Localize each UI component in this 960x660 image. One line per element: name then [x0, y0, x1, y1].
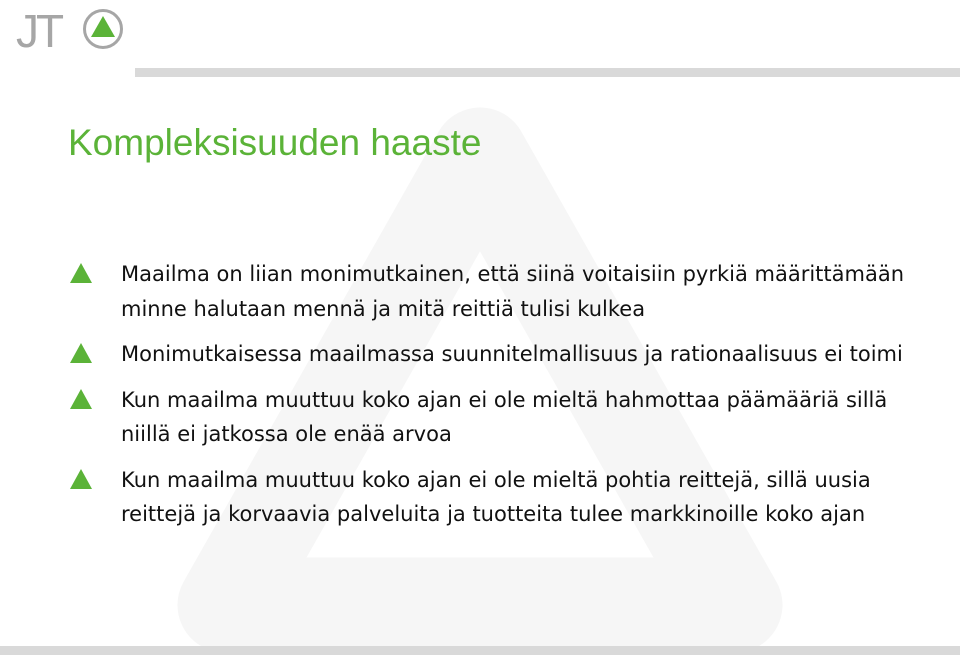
jto-logo — [16, 6, 126, 52]
triangle-bullet-icon — [69, 262, 93, 284]
bullet-text: Monimutkaisessa maailmassa suunnitelmallisuus ja rationaalisuus ei toimi — [121, 342, 903, 366]
bullet-text: Kun maailma muuttuu koko ajan ei ole mieltä pohtia reittejä, sillä uusia reittejä ja korvaavia palveluita ja tuotteita tulee markkinoille koko ajan — [121, 467, 871, 526]
bullet-item — [69, 383, 929, 452]
bullet-text: Kun maailma muuttuu koko ajan ei ole mieltä hahmottaa päämääriä sillä niillä ei jatkossa ole enää arvoa — [121, 387, 888, 446]
triangle-bullet-icon — [69, 468, 93, 490]
triangle-bullet-icon — [69, 342, 93, 364]
slide-title: Kompleksisuuden haaste — [68, 122, 482, 163]
logo-wordmark: JT — [16, 6, 62, 52]
triangle-bullet-icon — [69, 388, 93, 410]
bullet-list — [69, 257, 929, 543]
bullet-item — [69, 257, 929, 326]
header-rule — [135, 68, 960, 77]
bullet-text: Maailma on liian monimutkainen, että siinä voitaisiin pyrkiä määrittämään minne halutaan mennä ja mitä reittiä tulisi kulkea — [121, 262, 905, 321]
footer-rule — [0, 646, 960, 655]
logo-triangle-icon — [91, 16, 115, 37]
bullet-item — [69, 337, 929, 372]
bullet-item — [69, 463, 929, 532]
